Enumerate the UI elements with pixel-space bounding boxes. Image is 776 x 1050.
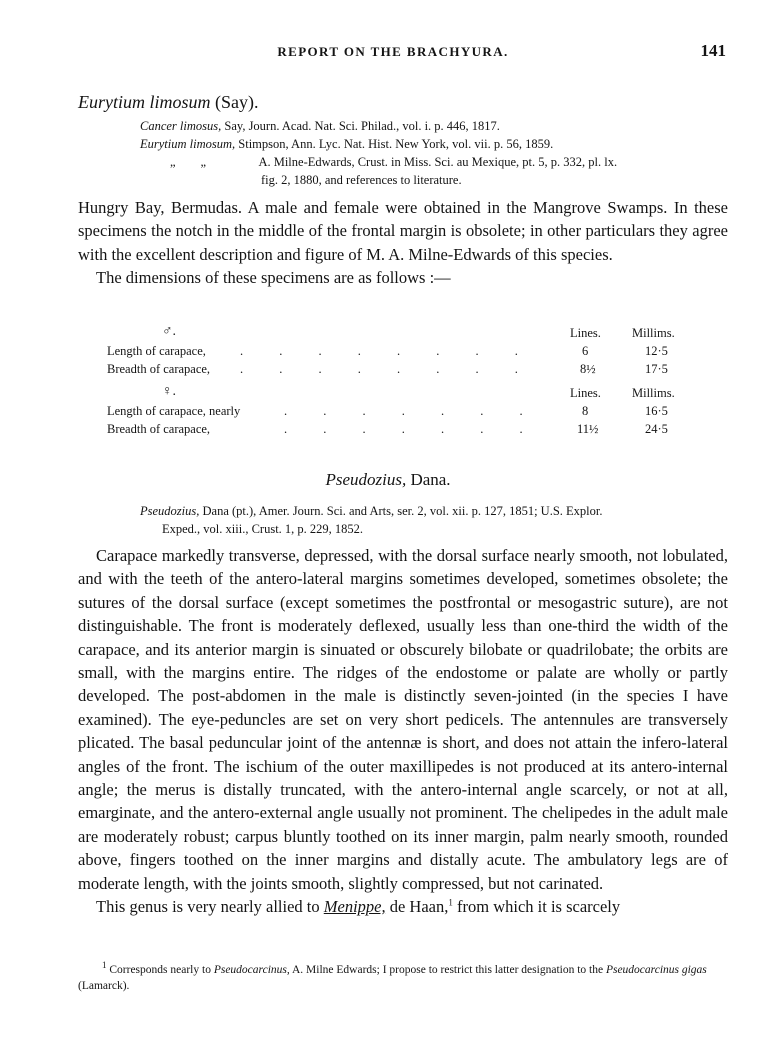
running-header <box>60 41 726 70</box>
genus-author: Dana. <box>410 470 451 489</box>
leader-dots: . . . . . . . . <box>240 362 518 376</box>
genus-menippe: Menippe, <box>323 897 386 917</box>
leader-dots: . . . . . . . <box>284 422 523 436</box>
dim-row-label: Breadth of carapace, <box>107 422 211 436</box>
dim-millims-value: 16·5 <box>645 404 668 418</box>
footnote-ref: 1 <box>448 897 453 908</box>
col-lines-label: Lines. <box>570 386 601 400</box>
reference-line-continued: Exped., vol. xiii., Crust. 1, p. 229, 1852. <box>162 522 364 536</box>
dim-lines-value: 8 <box>582 404 589 418</box>
ditto-marks: „ „ <box>170 155 207 169</box>
reference-line: Eurytium limosum, Stimpson, Ann. Lyc. Nat. Hist. New York, vol. vii. p. 56, 1859. <box>140 137 554 151</box>
leader-dots: . . . . . . . <box>284 404 523 418</box>
genus-name: Pseudozius, <box>325 470 407 489</box>
dim-lines-value: 6 <box>582 344 589 358</box>
page-number: 141 <box>700 41 726 60</box>
genus-description: Carapace markedly transverse, depressed, with the dorsal surface nearly smooth, not lobulated, and with the teeth of the antero-lateral margins sometimes developed, sometimes obsolete; the sutures of the dorsal surface (except sometimes the postfrontal or mesogastric suture), are not distinguishable. The front is moderately deflexed, usually less than one-third the width of the carapace, and its anterior margin is sinuated or obscurely bilobate or quadrilobate; the orbits are small, with the margins entire. The ridges of the endostome or palate are wholly or partly developed. The post-abdomen in the male is distinctly seven-jointed (in the species I have examined). The eye-peduncles are set on very short pedicels. The antennules are transversely plicated. The basal peduncular joint of the antennæ is short, and does not attain the infero-lateral angles of the front. The ischium of the outer maxillipedes is not produced at its antero-internal angle; the merus is distally truncated, with the antero-internal angle scarcely, or not at all, emarginate, and the antero-external angle usually not prominent. The chelipedes in the adult male are moderately robust; carpus bluntly toothed on its inner margin, palm nearly smooth, rounded above, fingers toothed on the inner margins and distally acute. The ambulatory legs are of moderate length, with the joints smooth, slightly compressed, but not carinated. This genus is very nearly allied to Menippe, de Haan,$^1$ from which it is scarcely <box>78 544 728 919</box>
running-title: REPORT ON THE BRACHYURA. <box>277 44 509 59</box>
footnote-mark: 1 <box>102 960 107 971</box>
reference-line: „ „ A. Milne-Edwards, Crust. in Miss. Sci. au Mexique, pt. 5, p. 332, pl. lx. <box>170 155 618 169</box>
locality-paragraph: Hungry Bay, Bermudas. A male and female were obtained in the Mangrove Swamps. In these specimens the notch in the middle of the frontal margin is obsolete; in other particulars they agree with the excellent description and figure of M. A. Milne-Edwards of this species. The dimensions of these specimens are as follows :— <box>78 196 728 290</box>
col-lines-label: Lines. <box>570 326 601 340</box>
dim-millims-value: 12·5 <box>645 344 668 358</box>
reference-line: Cancer limosus, Say, Journ. Acad. Nat. Sci. Philad., vol. i. p. 446, 1817. <box>140 119 500 133</box>
footnote: $^1$ Corresponds nearly to Pseudocarcinus, A. Milne Edwards; I propose to restrict this latter designation to the Pseudocarcinus gigas (Lamarck). <box>78 960 707 992</box>
col-millims-label: Millims. <box>632 326 675 340</box>
male-symbol: ♂. <box>162 324 176 339</box>
species-heading <box>78 92 259 113</box>
dim-row-label: Breadth of carapace, <box>107 362 211 376</box>
dim-lines-value: 8½ <box>580 362 596 376</box>
dim-lines-value: 11½ <box>577 422 599 436</box>
species-author: (Say). <box>215 92 259 112</box>
genus-heading <box>0 470 776 490</box>
dim-millims-value: 24·5 <box>645 422 668 436</box>
reference-line: Pseudozius, Dana (pt.), Amer. Journ. Sci. and Arts, ser. 2, vol. xii. p. 127, 1851; U.S. Explor. <box>140 504 603 518</box>
dim-row-label: Length of carapace, <box>107 344 206 358</box>
reference-line-continued: fig. 2, 1880, and references to literature. <box>261 173 462 187</box>
dim-millims-value: 17·5 <box>645 362 668 376</box>
affinity-paragraph: This genus is very nearly allied to Menippe, de Haan,$^1$ from which it is scarcely <box>96 897 621 917</box>
dimensions-intro: The dimensions of these specimens are as follows :— <box>96 268 451 288</box>
species-name: Eurytium limosum <box>78 92 211 112</box>
dim-row-label: Length of carapace, nearly <box>107 404 241 418</box>
leader-dots: . . . . . . . . <box>240 344 518 358</box>
female-symbol: ♀. <box>162 384 176 399</box>
col-millims-label: Millims. <box>632 386 675 400</box>
